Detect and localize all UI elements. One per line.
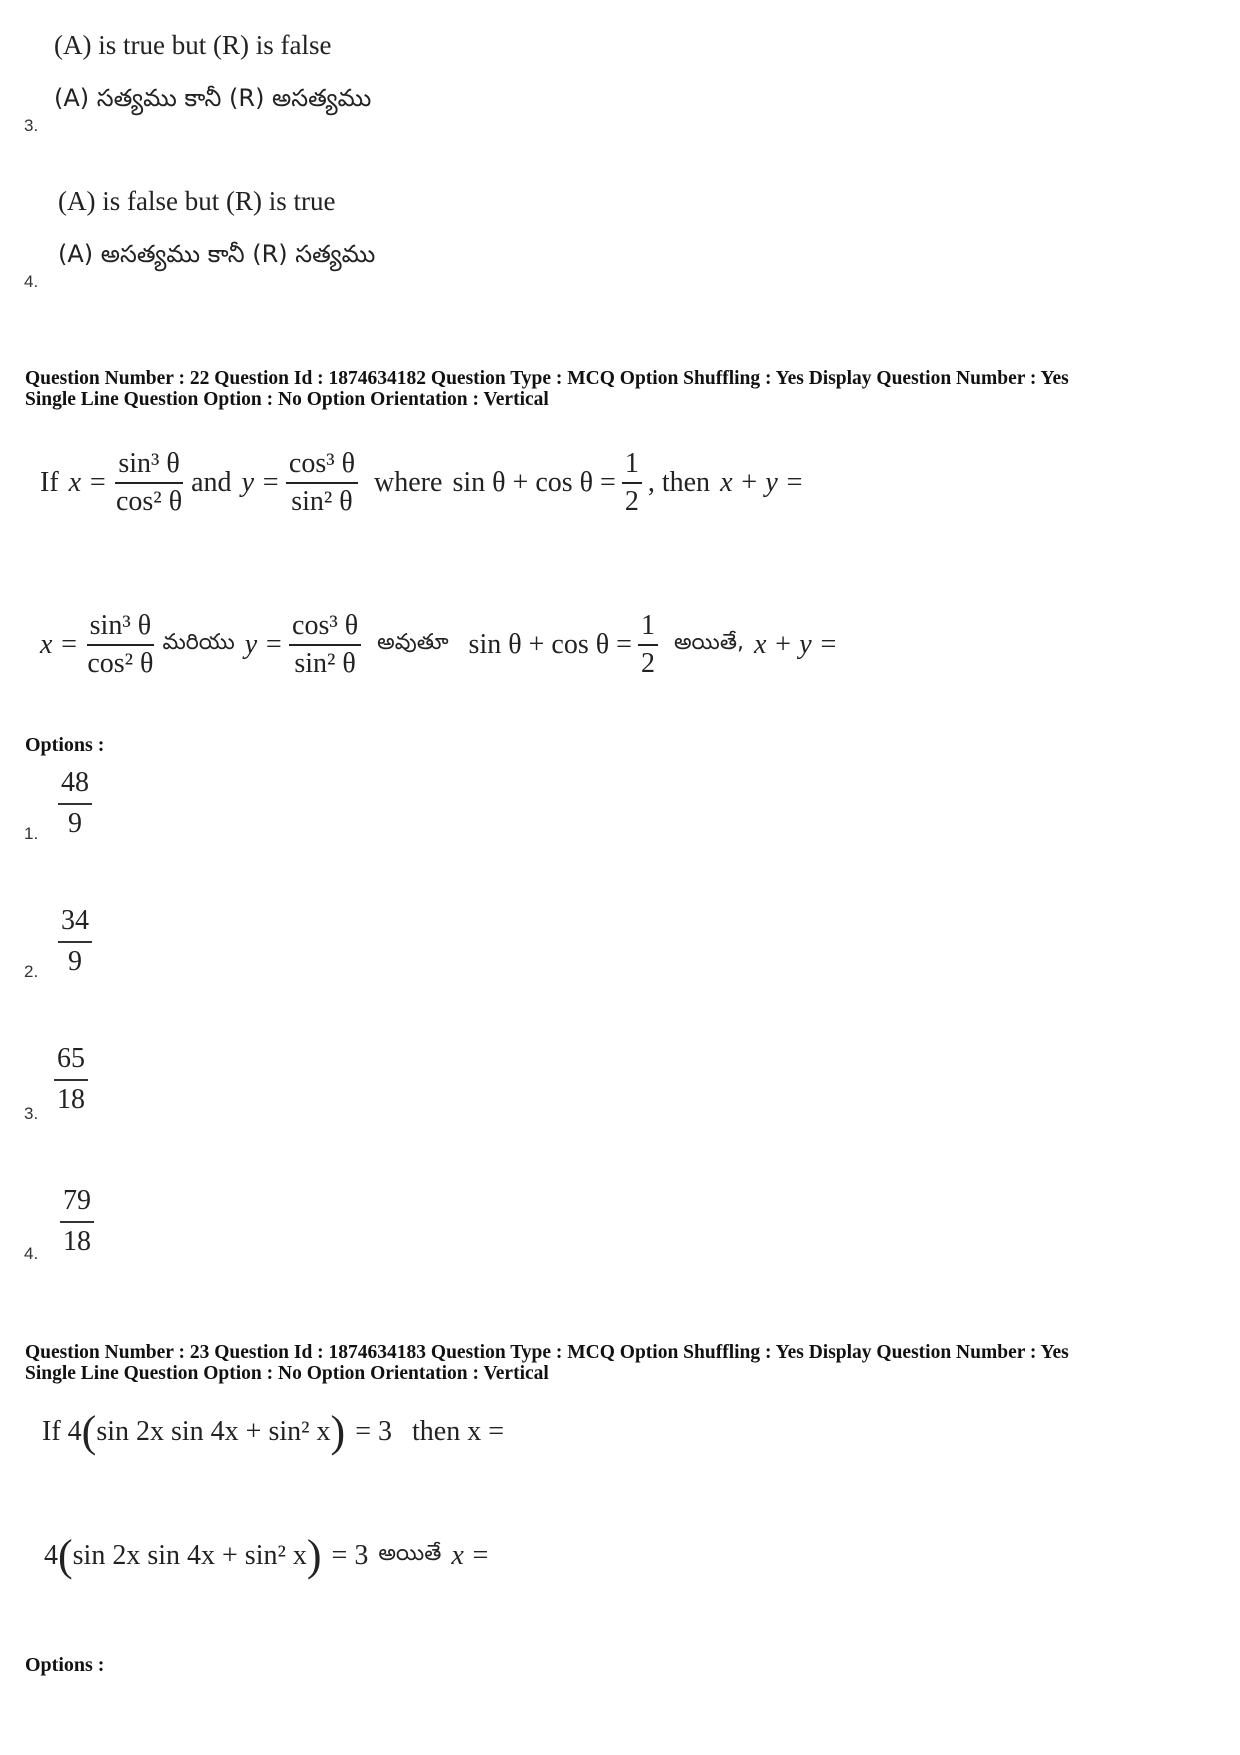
- q23-en-inner: sin 2x sin 4x + sin² x: [96, 1416, 331, 1447]
- q22-option-4-num: 79: [60, 1186, 94, 1223]
- q23-te-lead: 4: [44, 1540, 58, 1571]
- q22-en-result: x + y =: [720, 467, 804, 499]
- q22-te-half: [638, 610, 658, 680]
- q22-te-frac-x: [84, 610, 156, 680]
- q22-options-label: Options :: [25, 734, 105, 756]
- q22-te-half-den: 2: [640, 648, 655, 680]
- q22-en-if: If: [40, 467, 59, 499]
- q22-te-then: అయితే,: [673, 630, 744, 656]
- prev-option-4-number: 4.: [24, 272, 39, 291]
- q22-option-4-number: 4.: [24, 1244, 39, 1263]
- q23-en-rhs: = 3: [355, 1416, 392, 1447]
- q22-te-cond: sin θ + cos θ =: [468, 629, 632, 661]
- q22-option-2-fraction: [58, 906, 92, 978]
- q22-option-3-fraction: [54, 1044, 88, 1116]
- q23-te-lparen-icon: (: [58, 1531, 73, 1580]
- q22-option-3-num: 65: [54, 1044, 88, 1081]
- prev-option-3-telugu: (A) సత్యము కానీ (R) అసత్యము: [54, 84, 372, 112]
- q22-en-frac-y-den: sin² θ: [291, 486, 353, 518]
- prev-option-3-number: 3.: [24, 116, 39, 135]
- q22-option-3-den: 18: [57, 1083, 85, 1115]
- q22-option-4-fraction: [60, 1186, 94, 1258]
- q22-en-half-num: 1: [622, 448, 642, 484]
- q22-en-frac-x: [113, 448, 185, 518]
- prev-option-4-english: (A) is false but (R) is true: [58, 186, 336, 216]
- q23-te-rhs: = 3: [331, 1540, 369, 1571]
- q23-equation-telugu: [44, 1531, 490, 1580]
- q22-option-2-num: 34: [58, 906, 92, 943]
- q22-te-x-eq: x =: [40, 629, 79, 661]
- q22-en-cond: sin θ + cos θ =: [452, 467, 616, 499]
- q23-en-rparen-icon: ): [330, 1407, 346, 1456]
- q22-meta-line1: Question Number : 22 Question Id : 1874634182 Question Type : MCQ Option Shuffling : Yes Display Question Number : Yes: [25, 368, 1069, 389]
- q22-option-2-number: 2.: [24, 962, 39, 981]
- q22-en-then: , then: [647, 467, 711, 499]
- q22-option-1-den: 9: [68, 807, 82, 839]
- q23-equation-english: [42, 1407, 504, 1456]
- q22-te-frac-x-den: cos² θ: [87, 648, 154, 680]
- q22-option-1-fraction: [58, 768, 92, 840]
- q22-en-half: [622, 448, 642, 518]
- q22-option-4-den: 18: [63, 1225, 91, 1257]
- q23-options-label: Options :: [25, 1654, 105, 1676]
- q22-option-1-num: 48: [58, 768, 92, 805]
- q22-equation-english: [40, 448, 804, 518]
- q22-te-frac-y-num: cos³ θ: [289, 610, 361, 646]
- q22-option-2-den: 9: [68, 945, 82, 977]
- q22-equation-telugu: [40, 610, 838, 680]
- q22-te-half-num: 1: [638, 610, 658, 646]
- q23-meta-line1: Question Number : 23 Question Id : 1874634183 Question Type : MCQ Option Shuffling : Yes Display Question Number : Yes: [25, 1342, 1069, 1363]
- q22-en-y-eq: y =: [241, 467, 280, 499]
- prev-option-4-telugu: (A) అసత్యము కానీ (R) సత్యము: [58, 240, 376, 268]
- q23-te-result: x =: [451, 1540, 490, 1571]
- q22-te-result: x + y =: [753, 629, 838, 661]
- q22-en-and: and: [191, 467, 232, 499]
- q23-te-then: అయితే: [378, 1541, 442, 1566]
- q23-en-if: If 4: [42, 1416, 82, 1447]
- q23-te-rparen-icon: ): [306, 1531, 322, 1580]
- q23-meta-line2: Single Line Question Option : No Option Orientation : Vertical: [25, 1363, 549, 1384]
- q22-te-frac-y-den: sin² θ: [294, 648, 356, 680]
- q22-en-half-den: 2: [624, 486, 639, 518]
- prev-option-3-english: (A) is true but (R) is false: [54, 30, 332, 60]
- q22-te-frac-x-num: sin³ θ: [87, 610, 154, 646]
- q22-en-frac-x-num: sin³ θ: [115, 448, 182, 484]
- q22-te-y-eq: y =: [244, 629, 284, 661]
- q22-en-x-eq: x =: [68, 467, 107, 499]
- q23-te-inner: sin 2x sin 4x + sin² x: [72, 1540, 307, 1571]
- q22-te-frac-y: [289, 610, 361, 680]
- q23-en-then: then x =: [411, 1416, 504, 1447]
- q22-te-and: మరియు: [162, 630, 235, 656]
- q22-en-frac-x-den: cos² θ: [115, 486, 183, 518]
- q22-option-3-number: 3.: [24, 1104, 39, 1123]
- q22-en-frac-y-num: cos³ θ: [286, 448, 358, 484]
- q22-meta-line2: Single Line Question Option : No Option Orientation : Vertical: [25, 389, 549, 410]
- q22-option-1-number: 1.: [24, 824, 39, 843]
- q23-en-lparen-icon: (: [81, 1407, 97, 1456]
- q22-te-where: అవుతూ: [377, 630, 449, 656]
- q22-en-frac-y: [286, 448, 358, 518]
- q22-en-where: where: [374, 467, 443, 499]
